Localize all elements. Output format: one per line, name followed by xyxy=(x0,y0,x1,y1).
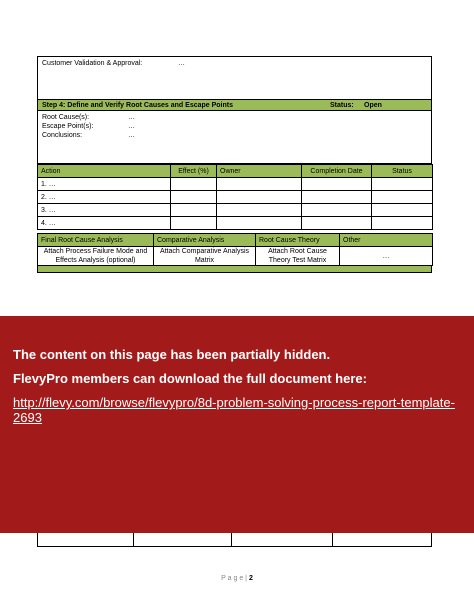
owner-cell xyxy=(217,217,302,230)
action-table-header xyxy=(38,165,433,178)
status-cell xyxy=(372,204,433,217)
table-cell xyxy=(134,533,232,546)
table-row xyxy=(38,191,433,204)
comparative-analysis-header: Comparative Analysis xyxy=(154,234,256,247)
root-cause-theory-cell: Attach Root Cause Theory Test Matrix xyxy=(256,247,340,266)
next-step-header-partial xyxy=(37,266,432,273)
effect-cell xyxy=(171,204,217,217)
escape-point-value: … xyxy=(128,123,135,130)
final-root-cause-analysis-cell: Attach Process Failure Mode and Effects Analysis (optional) xyxy=(38,247,154,266)
table-row xyxy=(38,178,433,191)
status-cell xyxy=(372,191,433,204)
step4-status-value: Open xyxy=(364,101,382,109)
partial-table-bottom xyxy=(37,533,432,547)
owner-header: Owner xyxy=(217,165,302,178)
completion-date-cell xyxy=(302,178,372,191)
other-cell: … xyxy=(340,247,433,266)
completion-date-header: Completion Date xyxy=(302,165,372,178)
action-cell: 1. … xyxy=(38,178,171,191)
root-cause-section xyxy=(37,111,432,164)
status-cell xyxy=(372,217,433,230)
conclusions-field xyxy=(42,132,427,141)
action-header: Action xyxy=(38,165,171,178)
completion-date-cell xyxy=(302,217,372,230)
completion-date-cell xyxy=(302,204,372,217)
analysis-table xyxy=(37,233,433,266)
customer-validation-label: Customer Validation & Approval: xyxy=(42,60,143,67)
analysis-row xyxy=(38,247,433,266)
owner-cell xyxy=(217,178,302,191)
conclusions-value: … xyxy=(128,132,135,139)
customer-validation-value: … xyxy=(178,60,185,67)
root-cause-field xyxy=(42,114,427,123)
action-table xyxy=(37,164,433,230)
effect-cell xyxy=(171,191,217,204)
comparative-analysis-cell: Attach Comparative Analysis Matrix xyxy=(154,247,256,266)
status-header: Status xyxy=(372,165,433,178)
page-number: 2 xyxy=(248,575,253,582)
effect-cell xyxy=(171,178,217,191)
status-cell xyxy=(372,178,433,191)
action-cell: 2. … xyxy=(38,191,171,204)
table-cell xyxy=(38,533,134,546)
effect-header: Effect (%) xyxy=(171,165,217,178)
root-cause-label: Root Cause(s): xyxy=(42,114,90,121)
effect-cell xyxy=(171,217,217,230)
step4-header xyxy=(37,100,432,111)
table-row xyxy=(38,217,433,230)
table-row xyxy=(38,204,433,217)
root-cause-theory-header: Root Cause Theory xyxy=(256,234,340,247)
customer-validation-section xyxy=(37,56,432,100)
other-header: Other xyxy=(340,234,433,247)
page-footer xyxy=(0,575,474,582)
table-cell xyxy=(232,533,334,546)
owner-cell xyxy=(217,191,302,204)
root-cause-value: … xyxy=(128,114,135,121)
final-root-cause-analysis-header: Final Root Cause Analysis xyxy=(38,234,154,247)
download-link[interactable]: http://flevy.com/browse/flevypro/8d-problem-solving-process-report-template-2693 xyxy=(13,395,455,425)
owner-cell xyxy=(217,204,302,217)
conclusions-label: Conclusions: xyxy=(42,132,83,139)
hidden-content-overlay xyxy=(0,316,474,533)
escape-point-label: Escape Point(s): xyxy=(42,123,94,130)
report-document xyxy=(37,56,432,273)
action-cell: 4. … xyxy=(38,217,171,230)
overlay-line-2: FlevyPro members can download the full document here: xyxy=(13,371,367,386)
step4-title: Step 4: Define and Verify Root Causes and Escape Points xyxy=(42,101,233,109)
analysis-table-header xyxy=(38,234,433,247)
completion-date-cell xyxy=(302,191,372,204)
escape-point-field xyxy=(42,123,427,132)
step4-status-label: Status: xyxy=(330,101,354,109)
table-cell xyxy=(333,533,431,546)
overlay-line-1: The content on this page has been partially hidden. xyxy=(13,347,331,362)
action-cell: 3. … xyxy=(38,204,171,217)
page-label: P a g e | xyxy=(221,575,247,582)
